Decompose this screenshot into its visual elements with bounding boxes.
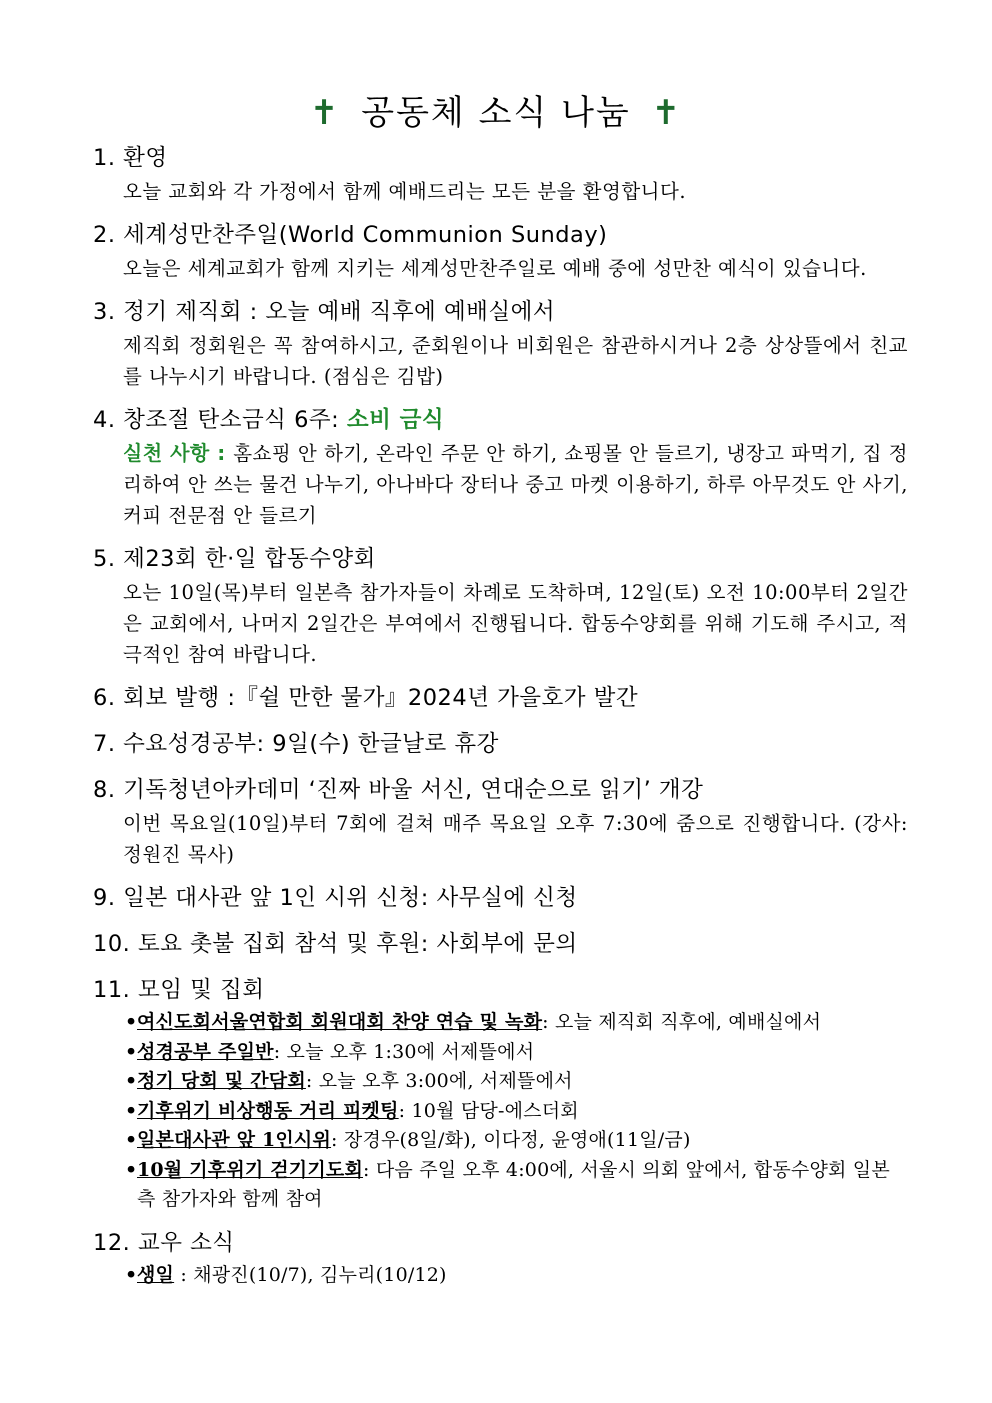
meeting-name: 성경공부 주일반 [137,1040,274,1063]
news-list [93,140,908,1300]
member-news-detail: : 채광진(10/7), 김누리(10/12) [174,1263,447,1286]
page-title [0,88,992,138]
list-item [125,1038,908,1068]
item-body: 제직회 정회원은 꼭 참여하시고, 준회원이나 비회원은 참관하시거나 2층 상상뜰에서 친교를 나누시기 바랍니다. (점심은 김밥) [123,334,908,388]
list-item [125,1008,908,1038]
item-heading: 창조절 탄소금식 6주: [123,407,347,433]
member-news-label: 생일 [137,1263,175,1286]
item-body: 오는 10일(목)부터 일본측 참가자들이 차례로 도착하며, 12일(토) 오전 10:00부터 2일간은 교회에서, 나머지 2일간은 부여에서 진행됩니다. 합동수양회를 위해 기도해 주시고, 적극적인 참여 바랍니다. [123,581,908,666]
member-news-list [93,1261,908,1291]
bullet-icon: • [125,1158,138,1181]
meeting-name: 여신도회서울연합회 회원대회 찬양 연습 및 녹화 [137,1011,543,1033]
item-heading: 일본 대사관 앞 1인 시위 신청: 사무실에 신청 [123,885,578,911]
bullet-icon: • [125,1011,138,1033]
news-item-protest [93,880,908,916]
news-item-candlelight [93,926,908,962]
list-item [125,1261,908,1291]
item-number: 5. [93,546,116,572]
meeting-name: 일본대사관 앞 1인시위 [137,1129,332,1151]
meeting-detail: : 오늘 제직회 직후에, 예배실에서 [542,1011,822,1033]
list-item [125,1097,908,1127]
cross-icon: ✝ [309,93,341,133]
meeting-detail: : 오늘 오후 3:00에, 서제뜰에서 [305,1070,573,1092]
news-item-academy [93,772,908,870]
news-item-retreat [93,541,908,670]
item-body: 오늘은 세계교회가 함께 지키는 세계성만찬주일로 예배 중에 성만찬 예식이 있습니다. [123,257,867,280]
news-item-meetings [93,972,908,1215]
meeting-name: 정기 당회 및 간담회 [137,1070,306,1092]
item-number: 12. [93,1229,131,1256]
list-item [125,1067,908,1097]
list-item [125,1126,908,1156]
item-body: 이번 목요일(10일)부터 7회에 걸쳐 매주 목요일 오후 7:30에 줌으로 진행합니다. (강사: 정원진 목사) [123,812,908,866]
list-item [125,1156,908,1215]
practice-label: 실천 사항 : [123,441,234,465]
item-body: 오늘 교회와 각 가정에서 함께 예배드리는 모든 분을 환영합니다. [123,180,687,203]
meeting-detail: : 다음 주일 오후 4:00에, 서울시 의회 앞에서, 합동수양회 일본측 참가자와 함께 참여 [137,1158,890,1210]
item-heading: 세계성만찬주일(World Communion Sunday) [123,222,608,248]
item-heading: 모임 및 집회 [137,977,265,1003]
item-number: 4. [93,407,116,433]
item-heading: 교우 소식 [137,1229,235,1256]
news-item-carbon-fast [93,402,908,531]
news-item-council [93,294,908,392]
item-number: 11. [93,977,131,1003]
item-heading: 제23회 한·일 합동수양회 [123,546,376,572]
item-number: 1. [93,145,116,171]
meeting-name: 기후위기 비상행동 거리 피켓팅 [137,1099,399,1122]
news-item-communion [93,217,908,284]
meeting-name: 10월 기후위기 걷기기도회 [137,1158,364,1181]
meeting-detail: : 10월 담당-에스더회 [398,1099,579,1122]
item-heading: 정기 제직회 : 오늘 예배 직후에 예배실에서 [123,299,556,325]
item-number: 8. [93,777,116,803]
item-number: 3. [93,299,116,325]
title-text: 공동체 소식 나눔 [361,93,631,133]
item-heading: 환영 [123,145,168,171]
meeting-detail: : 장경우(8일/화), 이다정, 윤영애(11일/금) [331,1129,691,1151]
cross-icon: ✝ [651,93,683,133]
item-number: 10. [93,931,131,957]
item-heading-highlight: 소비 금식 [346,407,445,433]
item-heading: 기독청년아카데미 ‘진짜 바울 서신, 연대순으로 읽기’ 개강 [123,777,704,803]
news-item-bible-study [93,726,908,762]
item-heading: 회보 발행 :『쉴 만한 물가』2024년 가을호가 발간 [123,685,639,711]
news-item-newsletter [93,680,908,716]
bullet-icon: • [125,1040,138,1063]
bullet-icon: • [125,1129,138,1151]
bullet-icon: • [125,1099,138,1122]
item-heading: 토요 촛불 집회 참석 및 후원: 사회부에 문의 [137,931,578,957]
practice-text: 홈쇼핑 안 하기, 온라인 주문 안 하기, 쇼핑몰 안 들르기, 냉장고 파먹기, 집 정리하여 안 쓰는 물건 나누기, 아나바다 장터나 중고 마켓 이용하기, 하루 아무것도 안 사기, 커피 전문점 안 들르기 [123,442,908,527]
news-item-welcome [93,140,908,207]
bullet-icon: • [125,1070,138,1092]
bullet-icon: • [125,1263,138,1286]
item-number: 9. [93,885,116,911]
item-number: 7. [93,731,116,757]
news-item-members [93,1225,908,1291]
item-number: 6. [93,685,116,711]
item-heading: 수요성경공부: 9일(수) 한글날로 휴강 [123,731,499,757]
item-number: 2. [93,222,116,248]
item-body [93,438,908,531]
meeting-detail: : 오늘 오후 1:30에 서제뜰에서 [273,1040,535,1063]
meeting-list [93,1008,908,1215]
